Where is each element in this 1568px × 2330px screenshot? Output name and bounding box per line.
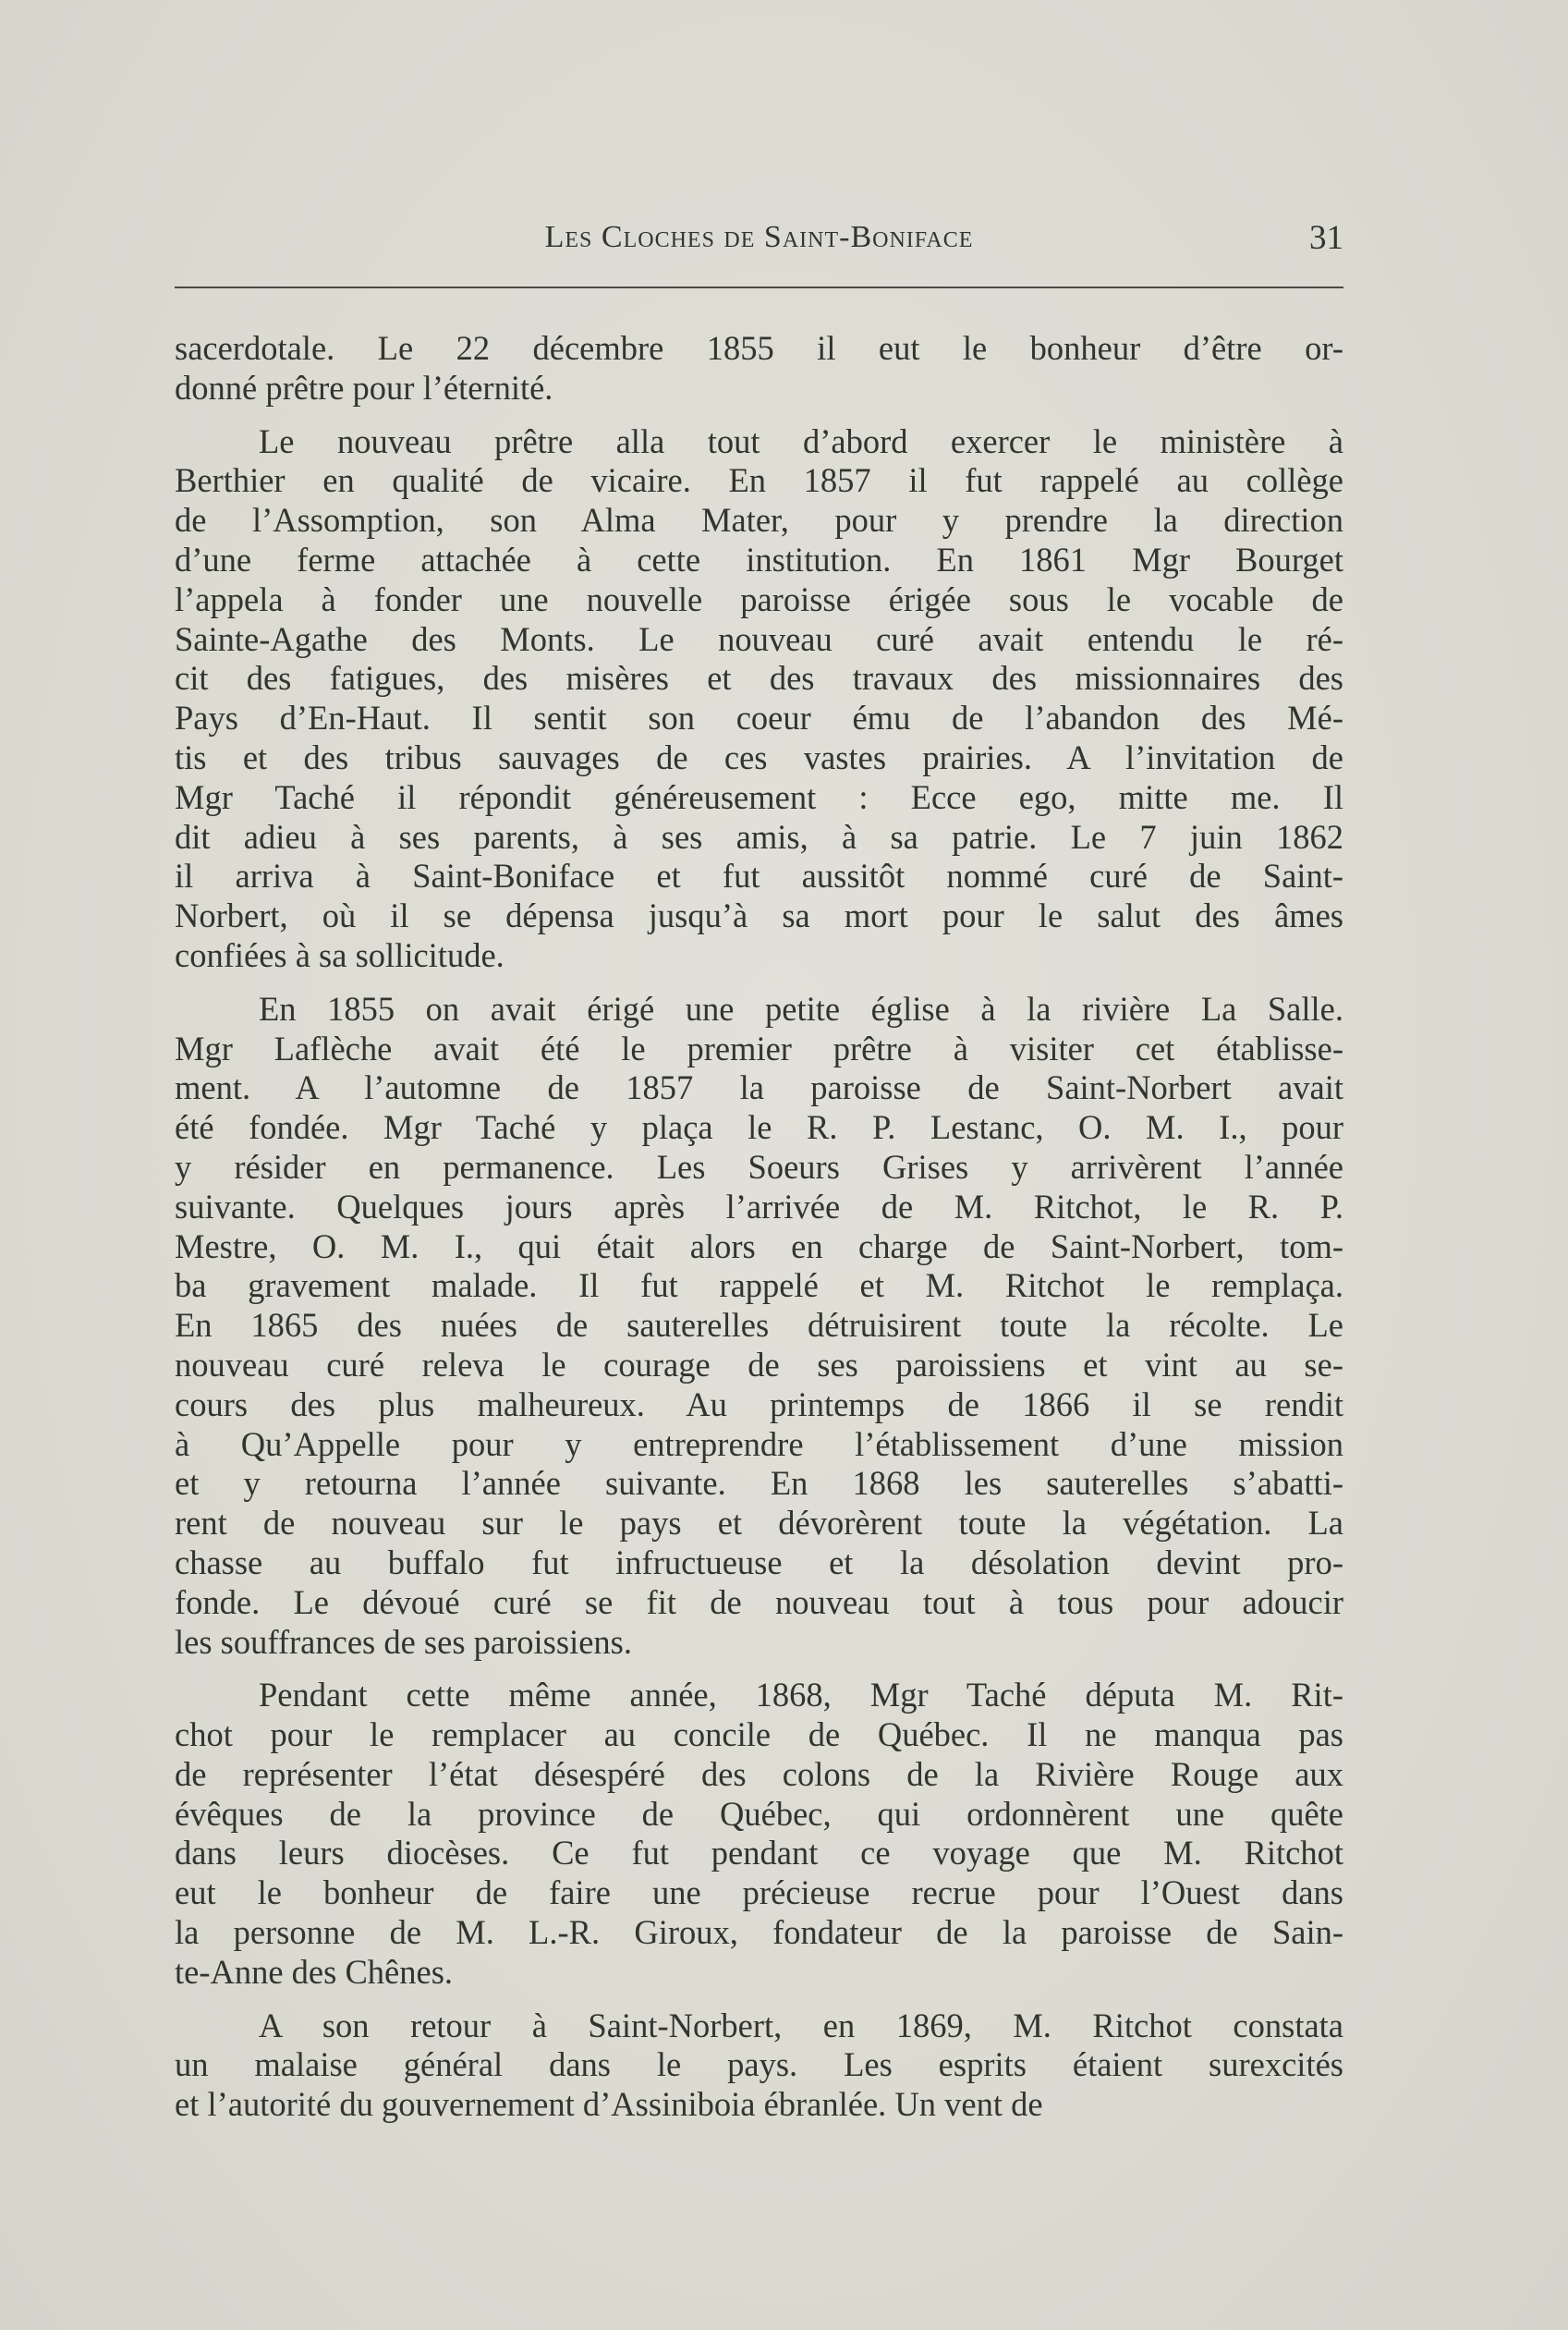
text-line: tis et des tribus sauvages de ces vastes prairies. A l’invitation de [175, 738, 1343, 776]
text-line: de l’Assomption, son Alma Mater, pour y prendre la direction [175, 501, 1343, 540]
text-line: l’appela à fonder une nouvelle paroisse érigée sous le vocable de [175, 579, 1343, 618]
text-line: chasse au buffalo fut infructueuse et la désolation devint pro- [175, 1543, 1343, 1581]
text-line: un malaise général dans le pays. Les esprits étaient surexcités [175, 2045, 1343, 2084]
text-line: la personne de M. L.-R. Giroux, fondateur de la paroisse de Sain- [175, 1913, 1343, 1952]
paragraph [175, 2007, 1343, 2125]
text-line: et l’autorité du gouvernement d’Assiniboia ébranlée. Un vent de [175, 2085, 1043, 2124]
text-line: évêques de la province de Québec, qui ordonnèrent une quête [175, 1794, 1343, 1833]
text-line: suivante. Quelques jours après l’arrivée de M. Ritchot, le R. P. [175, 1187, 1343, 1226]
text-line: dit adieu à ses parents, à ses amis, à sa patrie. Le 7 juin 1862 [175, 817, 1343, 856]
page-header [175, 214, 1343, 261]
text-line: Pays d’En-Haut. Il sentit son coeur ému de l’abandon des Mé- [175, 699, 1343, 738]
text-line: il arriva à Saint-Boniface et fut aussitôt nommé curé de Saint- [175, 857, 1343, 896]
paragraph [175, 990, 1343, 1663]
text-line: ba gravement malade. Il fut rappelé et M. Ritchot le remplaça. [175, 1266, 1343, 1305]
text-line: Le nouveau prêtre alla tout d’abord exercer le ministère à [259, 421, 1343, 460]
text-line: Sainte-Agathe des Monts. Le nouveau curé avait entendu le ré- [175, 619, 1343, 658]
text-line: En 1865 des nuées de sauterelles détruisirent toute la récolte. Le [175, 1306, 1343, 1345]
text-line: dans leurs diocèses. Ce fut pendant ce voyage que M. Ritchot [175, 1834, 1343, 1873]
text-line: eut le bonheur de faire une précieuse recrue pour l’Ouest dans [175, 1873, 1343, 1912]
text-line: les souffrances de ses paroissiens. [175, 1622, 632, 1661]
text-line: En 1855 on avait érigé une petite église à la rivière La Salle. [259, 989, 1343, 1028]
text-line: confiées à sa sollicitude. [175, 935, 504, 974]
text-line: été fondée. Mgr Taché y plaça le R. P. Lestanc, O. M. I., pour [175, 1108, 1343, 1147]
text-line: A son retour à Saint-Norbert, en 1869, M. Ritchot constata [259, 2006, 1343, 2044]
text-line: te-Anne des Chênes. [175, 1952, 454, 1991]
text-line: Pendant cette même année, 1868, Mgr Taché députa M. Rit- [259, 1676, 1343, 1714]
text-line: Berthier en qualité de vicaire. En 1857 il fut rappelé au collège [175, 461, 1343, 500]
page-number: 31 [1309, 219, 1343, 257]
text-line: à Qu’Appelle pour y entreprendre l’établissement d’une mission [175, 1424, 1343, 1463]
running-title: Les Cloches de Saint-Boniface [544, 220, 974, 254]
text-line: cit des fatigues, des misères et des travaux des missionnaires des [175, 659, 1343, 698]
text-line: Mgr Laflèche avait été le premier prêtre à visiter cet établisse- [175, 1029, 1343, 1067]
text-line: cours des plus malheureux. Au printemps de 1866 il se rendit [175, 1385, 1343, 1423]
text-line: rent de nouveau sur le pays et dévorèrent toute la végétation. La [175, 1504, 1343, 1543]
paragraph [175, 422, 1343, 976]
paragraph [175, 329, 1343, 409]
paragraph [175, 1676, 1343, 1992]
text-line: d’une ferme attachée à cette institution. En 1861 Mgr Bourget [175, 540, 1343, 579]
body-text [175, 329, 1343, 2139]
text-line: Norbert, où il se dépensa jusqu’à sa mort pour le salut des âmes [175, 897, 1343, 935]
text-line: Mgr Taché il répondit généreusement : Ecce ego, mitte me. Il [175, 777, 1343, 816]
header-rule [175, 287, 1343, 288]
text-line: Mestre, O. M. I., qui était alors en charge de Saint-Norbert, tom- [175, 1226, 1343, 1265]
text-line: et y retourna l’année suivante. En 1868 les sauterelles s’abatti- [175, 1464, 1343, 1503]
text-line: sacerdotale. Le 22 décembre 1855 il eut le bonheur d’être or- [175, 329, 1343, 367]
text-line: de représenter l’état désespéré des colons de la Rivière Rouge aux [175, 1754, 1343, 1793]
text-line: nouveau curé releva le courage de ses paroissiens et vint au se- [175, 1345, 1343, 1384]
text-line: ment. A l’automne de 1857 la paroisse de Saint-Norbert avait [175, 1068, 1343, 1107]
text-line: fonde. Le dévoué curé se fit de nouveau tout à tous pour adoucir [175, 1582, 1343, 1621]
text-line: donné prêtre pour l’éternité. [175, 368, 553, 407]
text-line: chot pour le remplacer au concile de Québec. Il ne manqua pas [175, 1715, 1343, 1754]
text-line: y résider en permanence. Les Soeurs Grises y arrivèrent l’année [175, 1147, 1343, 1186]
